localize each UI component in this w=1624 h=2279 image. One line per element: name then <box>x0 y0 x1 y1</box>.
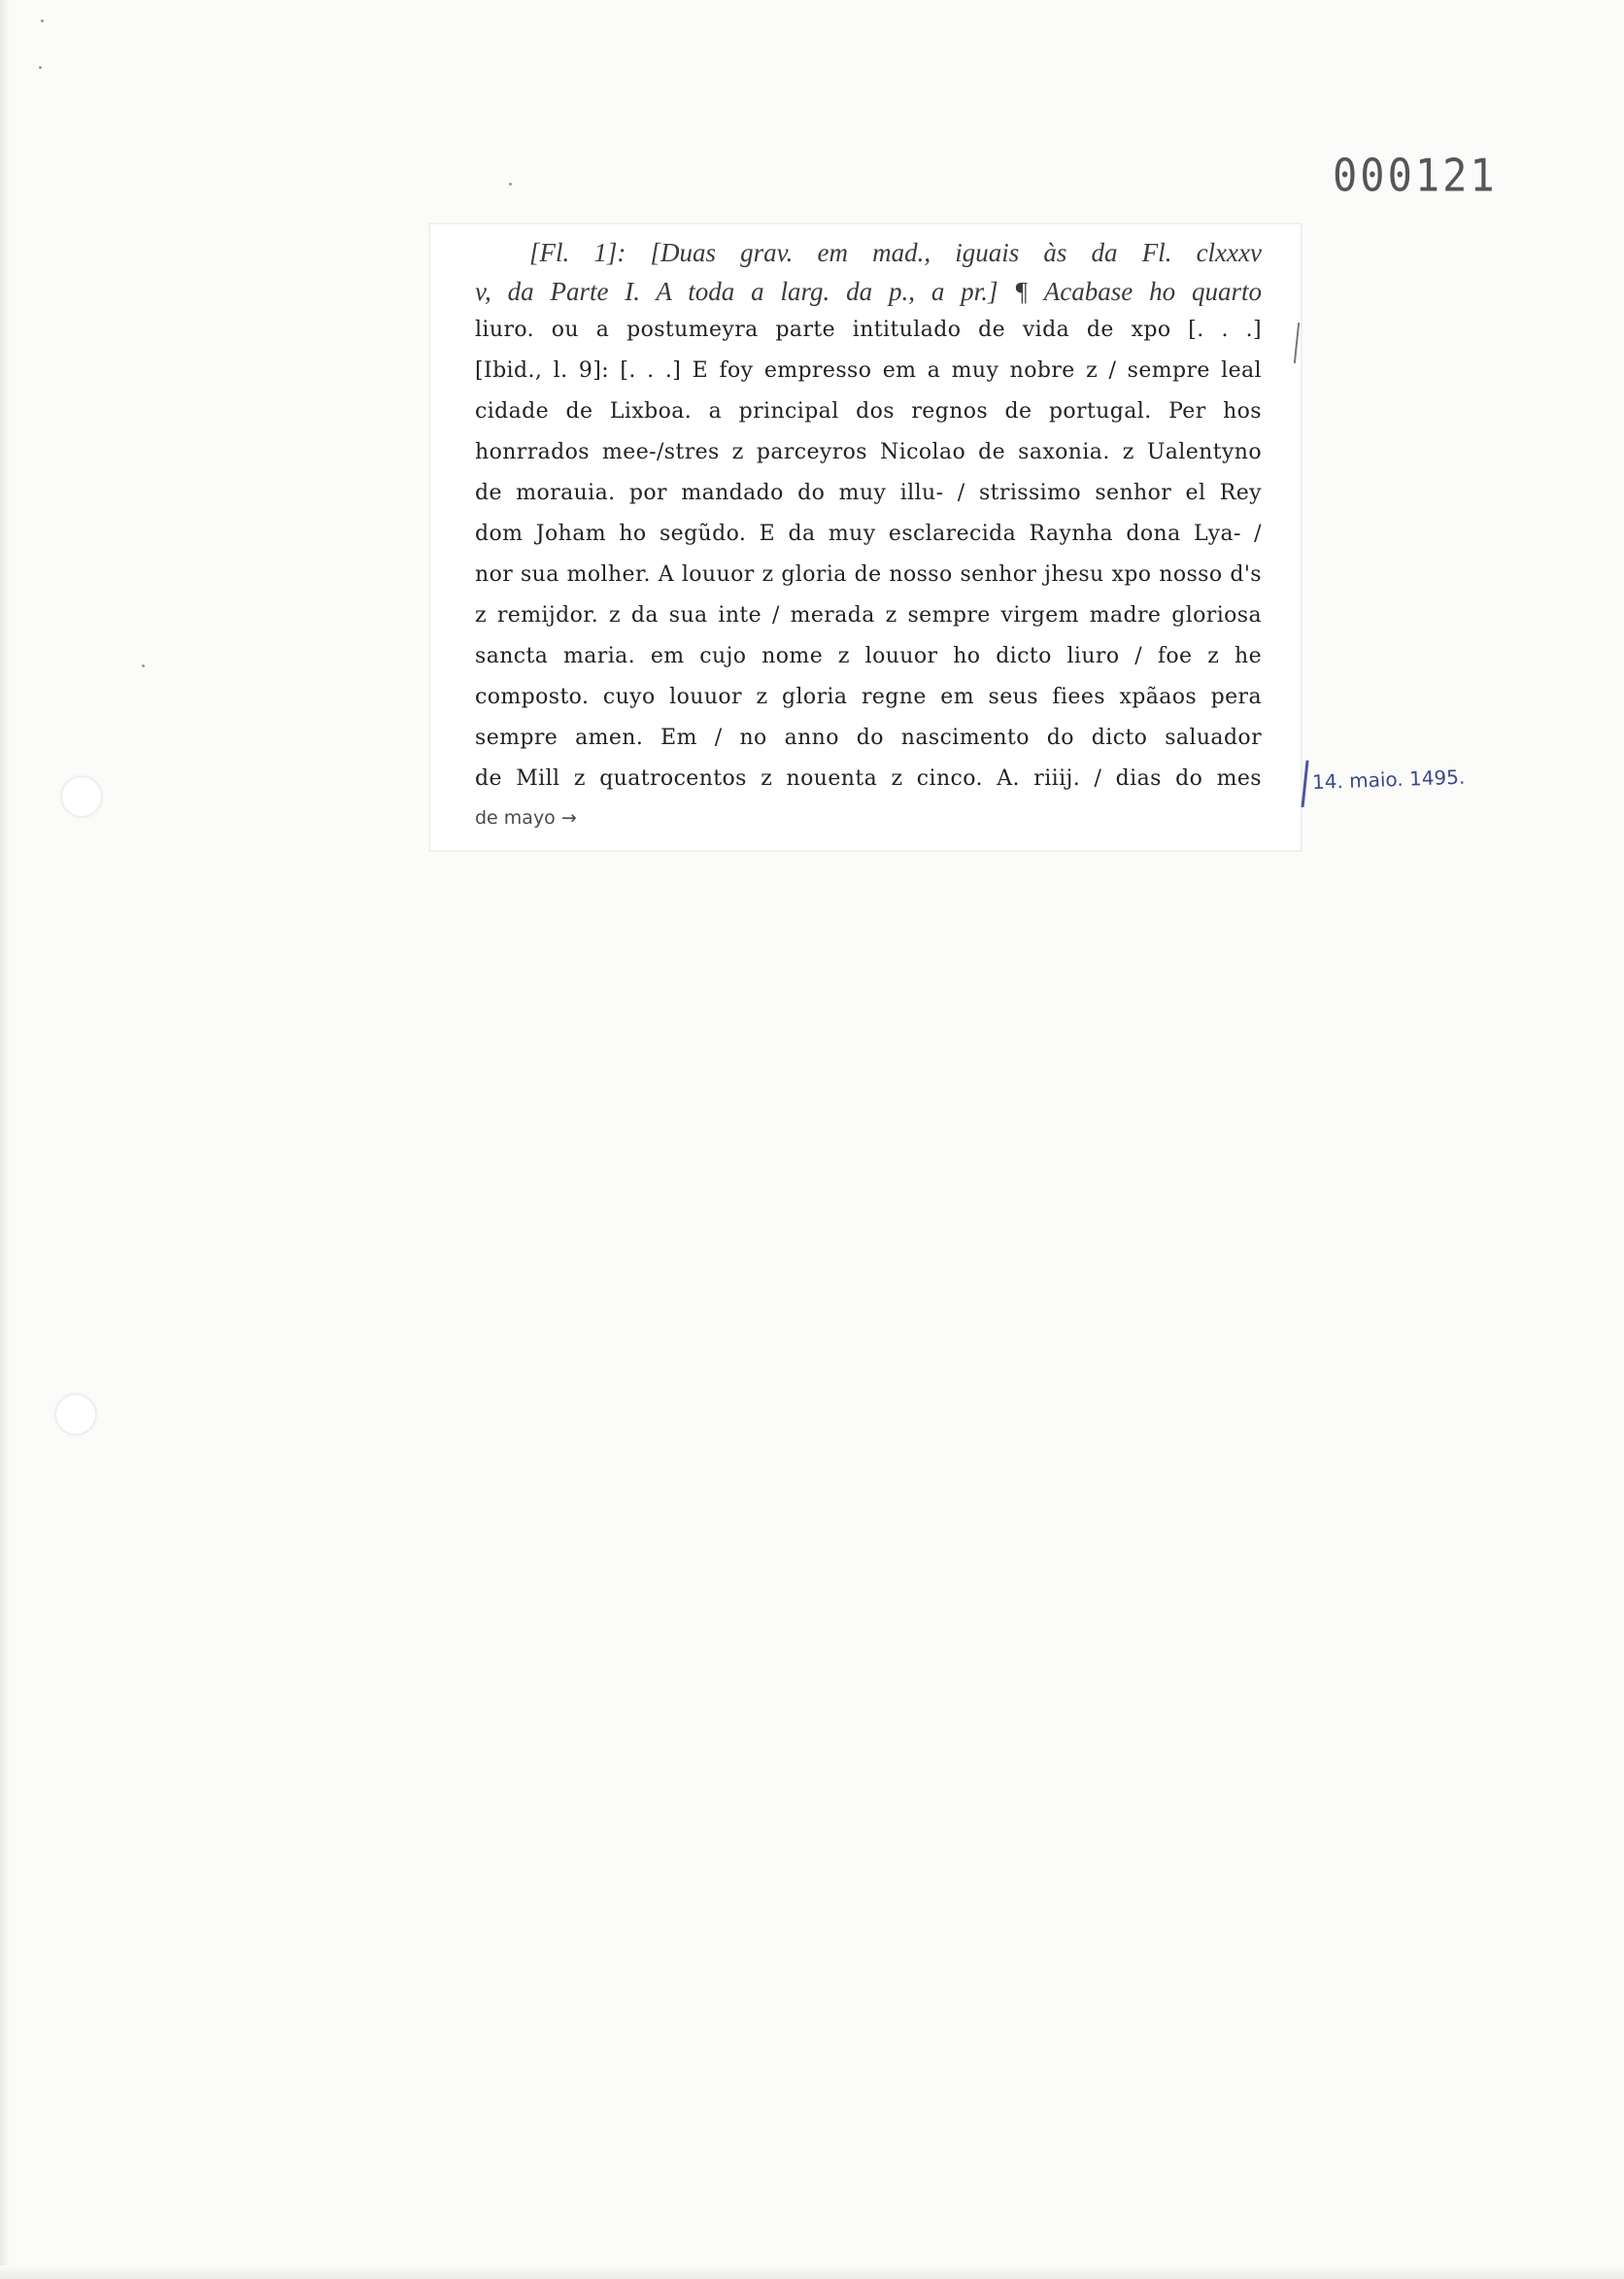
clipping-line-7: de morauia. por mandado do muy illu- / strissimo senhor el Rey <box>475 481 1262 505</box>
clipping-line-12: composto. cuyo louuor z gloria regne em seus fiees xpãaos pera <box>475 685 1262 709</box>
clipping-line-9: nor sua molher. A louuor z gloria de nosso senhor jhesu xpo nosso d's <box>475 562 1262 587</box>
clipping-handwritten-end: de mayo → <box>475 807 577 829</box>
clipping-line-4: [Ibid., l. 9]: [. . .] E foy empresso em a muy nobre z / sempre leal <box>475 358 1262 383</box>
margin-note-text: 14. maio. 1495. <box>1311 765 1466 795</box>
clipping-line-2: v, da Parte I. A toda a larg. da p., a pr.] ¶ Acabase ho quarto <box>475 277 1262 306</box>
punch-hole-upper <box>62 777 101 816</box>
clipping-line-1: [Fl. 1]: [Duas grav. em mad., iguais às da Fl. clxxxv <box>529 238 1262 267</box>
speck <box>39 66 42 69</box>
archive-stamp-number: 000121 <box>1333 149 1498 202</box>
handwritten-date-note <box>1303 755 1466 807</box>
clipping-line-10: z remijdor. z da sua inte / merada z sempre virgem madre gloriosa <box>475 603 1262 628</box>
clipping-line-3: liuro. ou a postumeyra parte intitulado de vida de xpo [. . .] <box>475 318 1262 342</box>
speck <box>41 19 44 22</box>
clipping-line-14: de Mill z quatrocentos z nouenta z cinco. A. riiij. / dias do mes <box>475 766 1262 791</box>
speck <box>142 664 145 667</box>
page-bottom-edge <box>0 2265 1624 2279</box>
clipping-line-6: honrrados mee-/stres z parceyros Nicolao de saxonia. z Ualentyno <box>475 440 1262 464</box>
punch-hole-lower <box>56 1395 95 1434</box>
clipping-line-5: cidade de Lixboa. a principal dos regnos de portugal. Per hos <box>475 399 1262 424</box>
clipping-line-8: dom Joham ho segũdo. E da muy esclarecida Raynha dona Lya- / <box>475 522 1262 546</box>
pasted-text-clipping <box>429 223 1302 851</box>
margin-bracket <box>1302 761 1309 807</box>
clipping-line-13: sempre amen. Em / no anno do nascimento do dicto saluador <box>475 726 1262 750</box>
speck <box>509 183 512 186</box>
clipping-line-11: sancta maria. em cujo nome z louuor ho dicto liuro / foe z he <box>475 644 1262 668</box>
